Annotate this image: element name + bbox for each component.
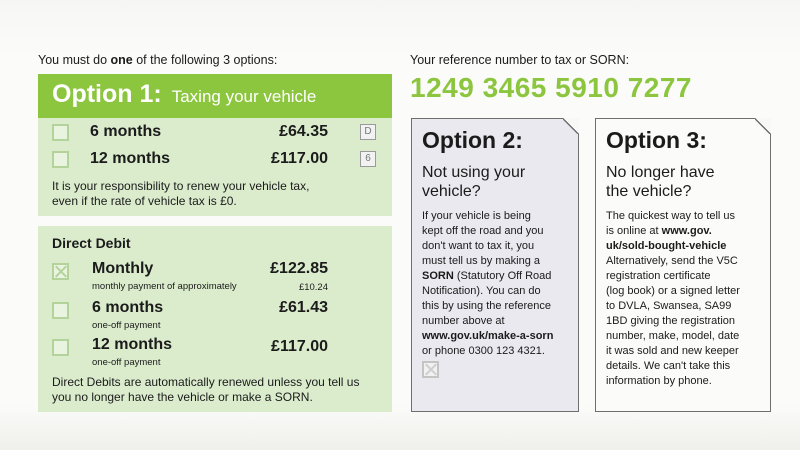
direct-debit-monthly-sub-price: £10.24	[298, 282, 328, 293]
option2-panel	[411, 118, 579, 412]
reference-number: 1249 3465 5910 7277	[410, 72, 692, 103]
option2-checkbox[interactable]	[422, 361, 439, 378]
direct-debit-12-months-price: £117.00	[271, 338, 328, 355]
direct-debit-12-months-checkbox[interactable]	[52, 339, 69, 356]
option1-subtitle: Taxing your vehicle	[171, 87, 317, 106]
option2-body: If your vehicle is being kept off the road and you don't want to tax it, you must tell us by making a SORN (Statutory Off Road Notification). You can do this by using the reference number above at www.gov.uk/make-a-sorn or phone 0300 123 4321.	[422, 210, 554, 357]
option3-panel	[595, 118, 771, 412]
option1-12-months-label: 12 months	[90, 150, 171, 167]
direct-debit-title: Direct Debit	[52, 235, 131, 251]
direct-debit-6-months-price: £61.43	[279, 299, 328, 316]
direct-debit-6-months-checkbox[interactable]	[52, 302, 69, 319]
direct-debit-monthly-sub: monthly payment of approximately	[92, 281, 237, 292]
option1-header	[38, 74, 392, 118]
make-a-sorn-link[interactable]: www.gov.uk/make-a-sorn	[422, 330, 554, 342]
direct-debit-note: Direct Debits are automatically renewed unless you tell us you no longer have the vehicle or make a SORN.	[52, 375, 360, 404]
option1-card	[38, 74, 392, 216]
option1-6-months-code: D	[360, 124, 376, 140]
direct-debit-monthly-checkbox[interactable]	[52, 263, 69, 280]
direct-debit-12-months-label: 12 months	[92, 336, 173, 353]
option2-title: Option 2:	[422, 127, 523, 153]
option3-title: Option 3:	[606, 127, 707, 153]
sold-bought-vehicle-link-cont[interactable]: uk/sold-bought-vehicle	[606, 240, 727, 252]
option1-6-months-price: £64.35	[279, 123, 328, 140]
reference-label: Your reference number to tax or SORN:	[410, 53, 630, 67]
option1-6-months-label: 6 months	[90, 123, 162, 140]
direct-debit-6-months-label: 6 months	[92, 299, 164, 316]
direct-debit-12-months-sub: one-off payment	[92, 357, 161, 368]
option1-6-months-checkbox[interactable]	[52, 124, 69, 141]
intro-text: You must do one of the following 3 options:	[38, 53, 278, 67]
option1-12-months-code: 6	[360, 151, 376, 167]
sold-bought-vehicle-link[interactable]: www.gov.	[661, 225, 712, 237]
option1-note: It is your responsibility to renew your vehicle tax, even if the rate of vehicle tax is £0.	[52, 179, 310, 208]
direct-debit-monthly-label: Monthly	[92, 260, 154, 277]
option3-body: The quickest way to tell us is online at www.gov. uk/sold-bought-vehicle Alternatively, send the V5C registration certificate (log book) or a signed letter to DVLA, Swansea, SA99 1BD giving the registration number, make, model, date it was sold and new keeper details. We can't take this information by phone.	[606, 210, 740, 387]
direct-debit-card	[38, 226, 392, 412]
option1-12-months-checkbox[interactable]	[52, 151, 69, 168]
option2-subtitle: Not using your vehicle?	[422, 164, 526, 200]
option3-subtitle: No longer have the vehicle?	[606, 164, 715, 200]
option1-12-months-price: £117.00	[271, 150, 328, 167]
direct-debit-monthly-price: £122.85	[270, 260, 328, 277]
option1-title: Option 1:	[52, 80, 162, 108]
direct-debit-6-months-sub: one-off payment	[92, 320, 161, 331]
